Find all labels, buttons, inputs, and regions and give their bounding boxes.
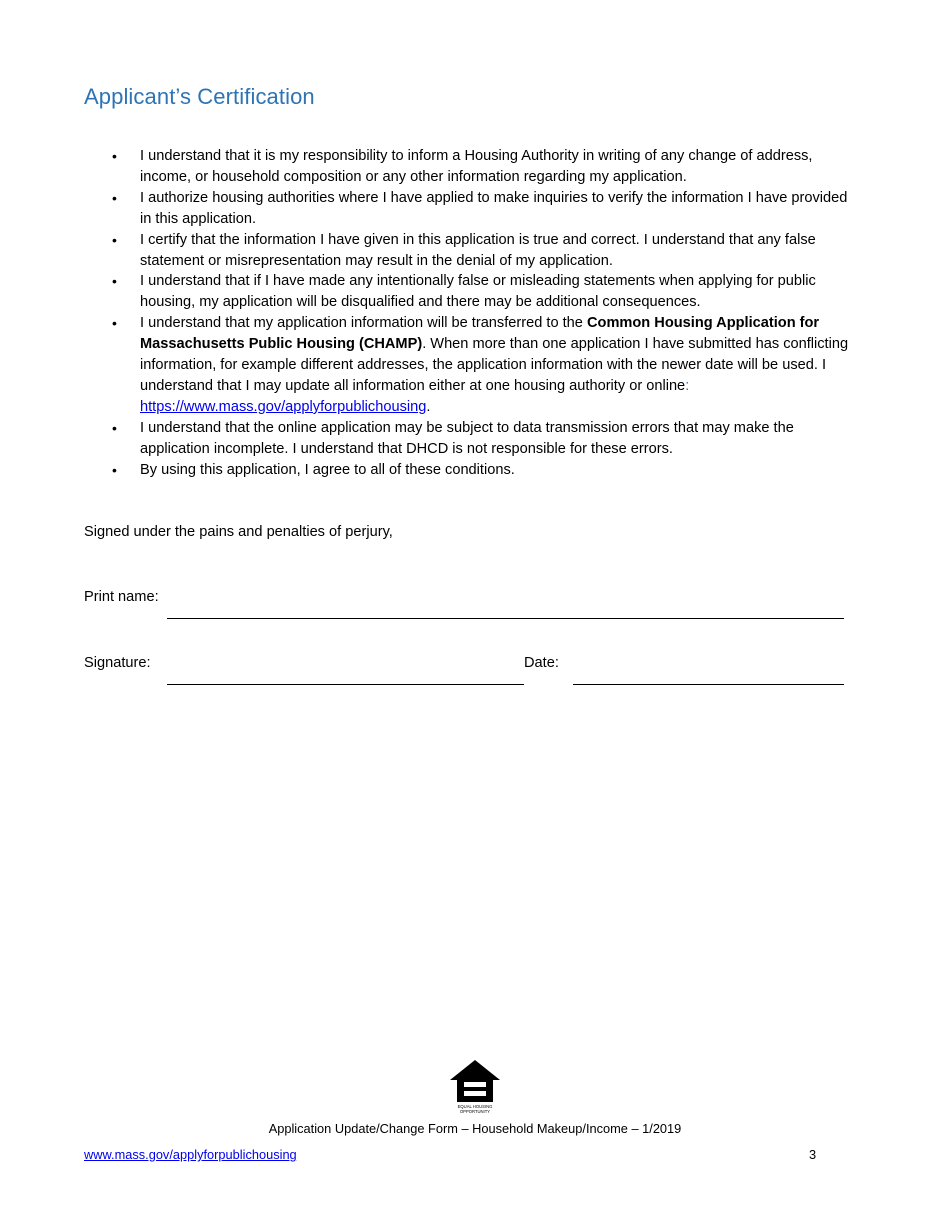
print-name-label: Print name:: [84, 589, 159, 605]
bullet-icon: •: [112, 273, 117, 290]
certification-text: I understand that the online application may be subject to data transmission errors that may make the application incomplete. I understand that DHCD is not responsible for these errors.: [140, 419, 794, 457]
certification-text: I understand that if I have made any intentionally false or misleading statements when applying for public housing, my application will be disqualified and there may be additional consequences.: [140, 273, 816, 311]
certification-text: I understand that my application information will be transferred to the: [140, 315, 587, 332]
bullet-icon: •: [112, 231, 117, 248]
apply-link[interactable]: https://www.mass.gov/applyforpublichousing: [140, 398, 427, 415]
date-field[interactable]: [573, 684, 844, 685]
signature-field[interactable]: [167, 684, 524, 685]
logo-caption: EQUAL HOUSING: [457, 1104, 493, 1109]
bullet-icon: •: [112, 461, 117, 478]
period-text: .: [426, 398, 431, 415]
certification-text: I authorize housing authorities where I have applied to make inquiries to verify the information I have provided in this application.: [140, 189, 848, 227]
print-name-field[interactable]: [167, 618, 844, 619]
bullet-icon: •: [112, 419, 117, 436]
page-title: Applicant’s Certification: [84, 84, 315, 109]
list-item: [112, 271, 855, 313]
certification-text: I certify that the information I have given in this application is true and correct. I understand that any false statement or misrepresentation may result in the denial of my application.: [140, 231, 816, 269]
list-item: [112, 313, 855, 418]
list-item: [112, 460, 855, 481]
equal-housing-opportunity-logo-icon: [449, 1058, 501, 1114]
list-item: [112, 146, 855, 188]
bullet-icon: •: [112, 148, 117, 164]
signature-label: Signature:: [84, 655, 151, 671]
footer-form-title: Application Update/Change Form – Household Makeup/Income – 1/2019: [268, 1121, 682, 1136]
certification-text: . When more than one application I have submitted has conflicting information, for example different addresses, the application information with the newer date will be used. I understand that I may update all information either at one housing authority or online: [140, 336, 849, 394]
list-item: [112, 230, 855, 272]
date-label: Date:: [524, 655, 559, 671]
perjury-statement: Signed under the pains and penalties of perjury,: [84, 524, 393, 540]
bullet-icon: •: [112, 315, 117, 332]
certification-list: [112, 146, 855, 481]
champ-bold-text: Common Housing Application for Massachusetts Public Housing (CHAMP): [140, 315, 820, 353]
certification-text: I understand that it is my responsibility to inform a Housing Authority in writing of any change of address, income, or household composition or any other information regarding my application.: [140, 148, 813, 185]
certification-text: By using this application, I agree to all of these conditions.: [140, 461, 515, 478]
bullet-icon: •: [112, 189, 117, 206]
list-item: [112, 418, 855, 460]
list-item: [112, 188, 855, 230]
logo-caption: OPPORTUNITY: [459, 1109, 491, 1114]
page-number: 3: [809, 1147, 817, 1162]
colon-text: :: [685, 377, 690, 394]
footer-link[interactable]: www.mass.gov/applyforpublichousing: [84, 1147, 297, 1162]
